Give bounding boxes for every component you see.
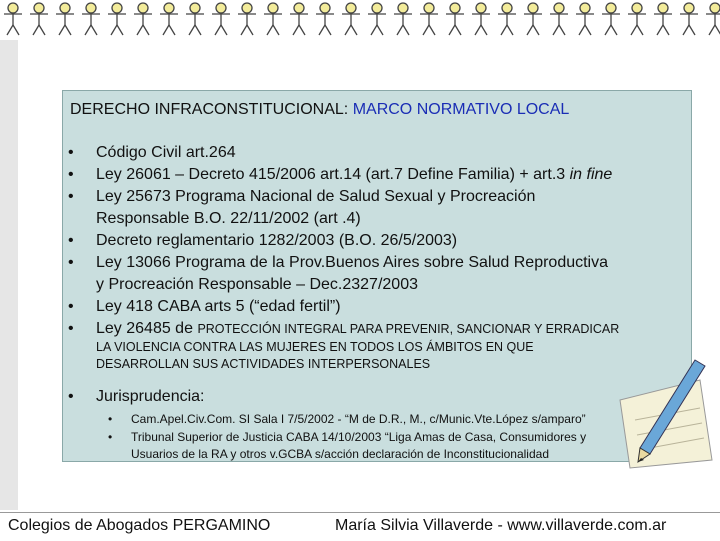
- item-text-caps: PROTECCIÓN INTEGRAL PARA PREVENIR, SANCIONAR Y ERRADICAR: [197, 322, 620, 336]
- item-text: [96, 166, 612, 184]
- stick-figures-icon: [0, 0, 720, 38]
- bullet: •: [68, 320, 74, 337]
- footer-bar: [0, 512, 720, 541]
- title-prefix: DERECHO INFRACONSTITUCIONAL: [70, 101, 344, 118]
- bullet: •: [68, 232, 74, 249]
- bullet: •: [68, 388, 74, 405]
- item-text: Responsable B.O. 22/11/2002 (art .4): [96, 210, 361, 227]
- item-text: DESARROLLAN SUS ACTIVIDADES INTERPERSONALES: [96, 357, 431, 371]
- left-side-bar: [0, 40, 18, 510]
- item-text: LA VIOLENCIA CONTRA LAS MUJERES EN TODOS LOS ÁMBITOS EN QUE: [96, 340, 534, 354]
- item-text: Ley 418 CABA arts 5 (“edad fertil”): [96, 298, 341, 315]
- item-text: Ley 25673 Programa Nacional de Salud Sexual y Procreación: [96, 188, 536, 205]
- item-text: Código Civil art.264: [96, 144, 236, 161]
- footer-left-text: Colegios de Abogados PERGAMINO: [8, 517, 271, 534]
- item-text-main: Ley 26061 – Decreto 415/2006 art.14 (art.7 Define Familia) + art.3: [96, 166, 566, 183]
- page-title: [70, 101, 569, 119]
- item-text-italic: in fine: [569, 166, 613, 183]
- item-text: Cam.Apel.Civ.Com. SI Sala I 7/5/2002 - “M de D.R., M., c/Munic.Vte.López s/amparo”: [131, 412, 586, 426]
- bullet: •: [108, 412, 113, 426]
- bullet: •: [68, 166, 74, 183]
- bullet: •: [108, 430, 113, 444]
- item-text: Tribunal Superior de Justicia CABA 14/10/2003 “Liga Amas de Casa, Consumidores y: [131, 430, 587, 444]
- item-text: Decreto reglamentario 1282/2003 (B.O. 26/5/2003): [96, 232, 458, 249]
- bullet: •: [68, 144, 74, 161]
- item-text: Ley 13066 Programa de la Prov.Buenos Aires sobre Salud Reproductiva: [96, 254, 609, 271]
- footer-right-text: María Silvia Villaverde - www.villaverde.com.ar: [335, 517, 667, 534]
- stick-figures-border: [0, 0, 720, 38]
- bullet: •: [68, 188, 74, 205]
- item-text: [96, 320, 619, 338]
- title-accent: MARCO NORMATIVO LOCAL: [352, 101, 570, 118]
- item-text: Usuarios de la RA y otros v.GCBA s/acción declaración de Inconstitucionalidad: [131, 447, 549, 461]
- bullet: •: [68, 254, 74, 271]
- item-text-main: Ley 26485 de: [96, 320, 193, 337]
- item-text: y Procreación Responsable – Dec.2327/2003: [96, 276, 418, 293]
- pen-and-paper-icon: [600, 340, 720, 470]
- bullet: •: [68, 298, 74, 315]
- jurisprudencia-label: Jurisprudencia:: [96, 388, 205, 405]
- title-separator: :: [343, 101, 353, 118]
